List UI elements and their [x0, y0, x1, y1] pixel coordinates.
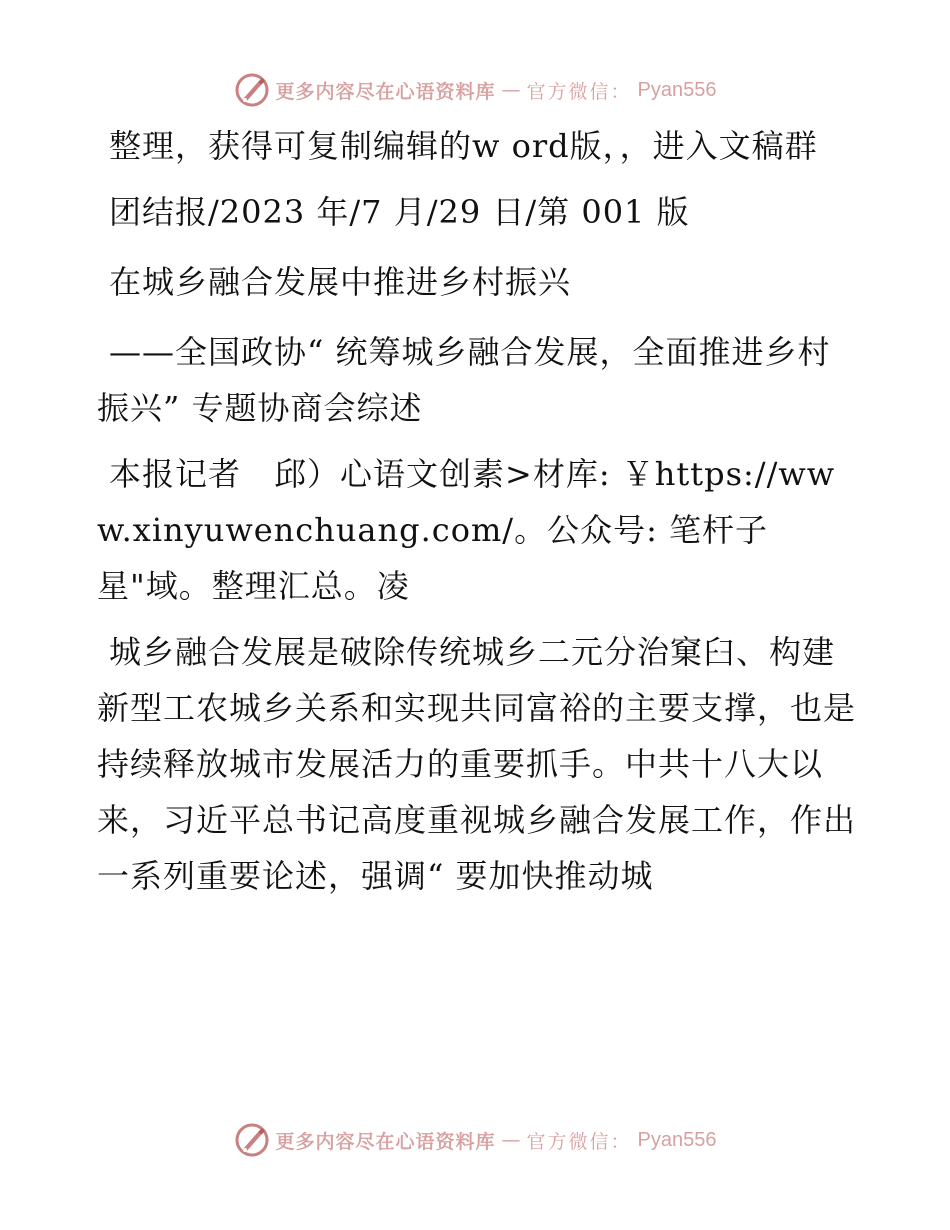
watermark-main-text: 更多内容尽在心语资料库: [275, 1130, 496, 1153]
article-title: 在城乡融合发展中推进乡村振兴: [109, 263, 572, 301]
document-body: [97, 118, 857, 914]
watermark-wechat-label: 官方微信：: [526, 80, 632, 103]
watermark-group: [234, 1122, 717, 1158]
watermark-wechat-label: 官方微信：: [526, 1130, 632, 1153]
watermark-main-text: 更多内容尽在心语资料库: [275, 80, 496, 103]
watermark-dash: —: [501, 1129, 521, 1151]
watermark-group: [234, 72, 717, 108]
footer-watermark: [0, 1120, 950, 1160]
article-subtitle: ——全国政协“ 统筹城乡融合发展，全面推进乡村振兴” 专题协商会综述: [97, 333, 831, 427]
watermark-wechat-id: Pyan556: [637, 1128, 717, 1151]
pen-logo-icon: [234, 72, 270, 108]
paragraph-source: 团结报/2023 年/7 月/29 日/第 001 版: [109, 193, 690, 231]
paragraph-notice: 整理，获得可复制编辑的w ord版，，进入文稿群: [109, 127, 818, 165]
header-watermark: [0, 70, 950, 110]
paragraph-byline: 本报记者 邱）心语文创素>材库: ￥https://www.xinyuwenchuang.com/。公众号: 笔杆子星"域。整理汇总。凌: [97, 455, 836, 605]
paragraph-body: 城乡融合发展是破除传统城乡二元分治窠臼、构建新型工农城乡关系和实现共同富裕的主要支撑，也是持续释放城市发展活力的重要抓手。中共十八大以来，习近平总书记高度重视城乡融合发展工作，作出一系列重要论述，强调“ 要加快推动城: [97, 633, 857, 895]
pen-logo-icon: [234, 1122, 270, 1158]
watermark-wechat-id: Pyan556: [637, 78, 717, 101]
watermark-dash: —: [501, 79, 521, 101]
